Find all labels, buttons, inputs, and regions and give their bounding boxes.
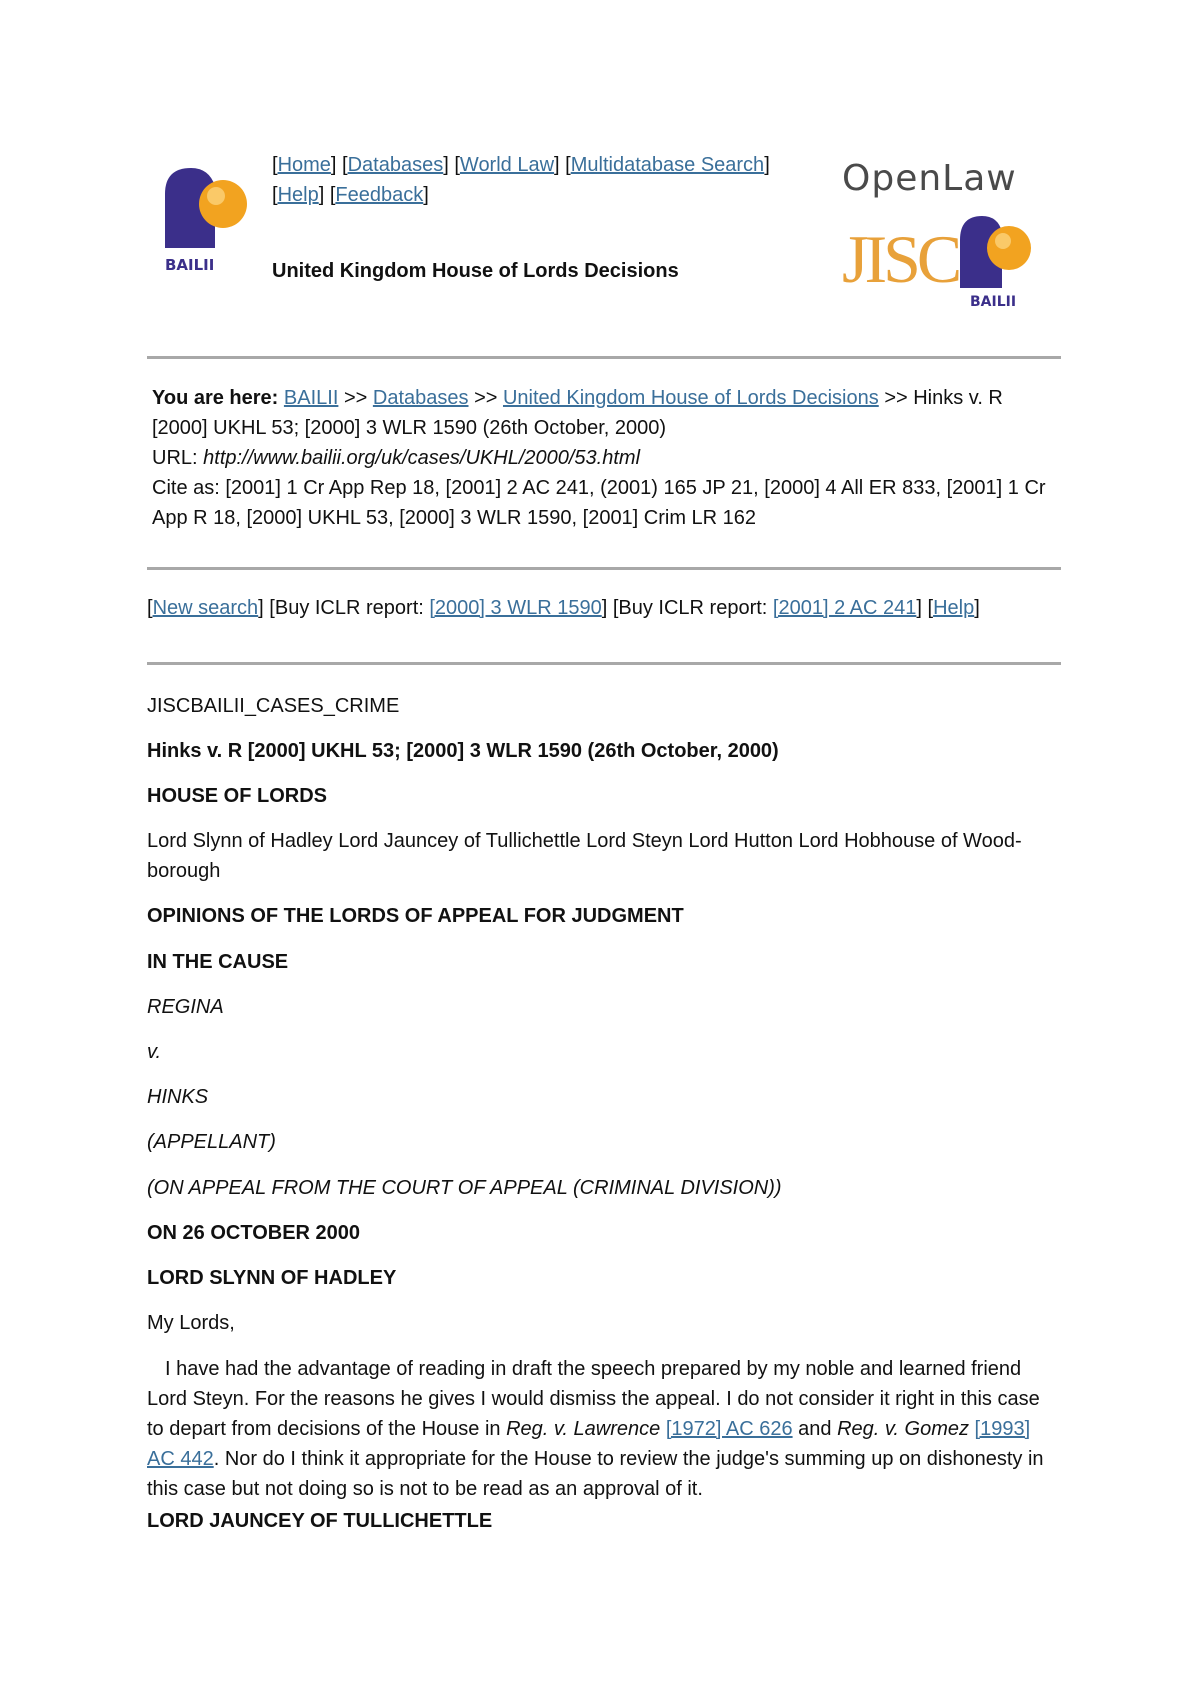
cite-label: Cite as: xyxy=(152,477,220,499)
jisc-logo-text: JISC xyxy=(842,221,959,297)
party-respondent: REGINA xyxy=(147,996,224,1018)
openlaw-logo[interactable]: OpenLaw xyxy=(842,158,1017,199)
in-the-cause-heading: IN THE CAUSE xyxy=(147,951,289,973)
breadcrumb-separator: >> xyxy=(474,387,498,409)
appeal-origin: (ON APPEAL FROM THE COURT OF APPEAL (CRIMINAL DIVISION)) xyxy=(147,1177,782,1199)
url-line xyxy=(152,443,1062,473)
cite-value: [2001] 1 Cr App Rep 18, [2001] 2 AC 241, (2001) 165 JP 21, [2000] 4 All ER 833, [2001] 1 Cr App R 18, [2000] UKHL 53, [2000] 3 WLR 1590, [2001] Crim LR 162 xyxy=(152,477,1046,529)
citation-link[interactable]: [1993] AC 442 xyxy=(147,1418,1031,1470)
bailii-logo-right-text: BAILII xyxy=(970,294,1017,310)
divider xyxy=(147,356,1061,359)
nav-help-link[interactable]: Help xyxy=(277,184,319,206)
action-links: [New search] [Buy ICLR report: [2000] 3 WLR 1590] [Buy ICLR report: [2001] 2 AC 241] [Help] xyxy=(147,597,980,619)
buy-iclr-report-wlr-link[interactable]: [2000] 3 WLR 1590 xyxy=(429,597,602,619)
site-header xyxy=(147,150,1057,320)
you-are-here-label: You are here: xyxy=(152,387,279,409)
cite-line xyxy=(152,473,1062,533)
breadcrumb-databases-link[interactable]: Databases xyxy=(372,387,469,409)
paragraph-text: . Nor do I think it appropriate for the House to review the judge's summing up on dishonesty in this case but not doing so is not to be read as an approval of it. xyxy=(147,1448,1044,1500)
help-link[interactable]: Help xyxy=(933,597,975,619)
opinion-paragraph xyxy=(147,1354,1061,1504)
buy-iclr-report-ac-link[interactable]: [2001] 2 AC 241 xyxy=(772,597,917,619)
versus: v. xyxy=(147,1041,162,1063)
nav-feedback-link[interactable]: Feedback xyxy=(335,184,424,206)
nav-home-link[interactable]: Home xyxy=(277,154,331,176)
breadcrumb-court-link[interactable]: United Kingdom House of Lords Decisions xyxy=(502,387,879,409)
citation-link[interactable]: [1972] AC 626 xyxy=(665,1418,793,1440)
court-name: HOUSE OF LORDS xyxy=(147,785,328,807)
bailii-logo-text: BAILII xyxy=(165,256,215,274)
case-name: Reg. v. Gomez xyxy=(837,1418,969,1440)
buy-iclr-label: Buy ICLR report: xyxy=(618,597,768,619)
bailii-logo[interactable] xyxy=(161,164,255,276)
buy-iclr-label: Buy ICLR report: xyxy=(274,597,424,619)
case-name: Reg. v. Lawrence xyxy=(506,1418,661,1440)
breadcrumb xyxy=(152,383,1062,443)
party-appellant-role: (APPELLANT) xyxy=(147,1131,276,1153)
jisc-bailii-logo[interactable] xyxy=(842,210,1057,310)
divider xyxy=(147,662,1061,665)
nav-databases-link[interactable]: Databases xyxy=(347,154,444,176)
breadcrumb-separator: >> xyxy=(884,387,908,409)
breadcrumb-bailii-link[interactable]: BAILII xyxy=(283,387,339,409)
new-search-link[interactable]: New search xyxy=(152,597,259,619)
case-title: Hinks v. R [2000] UKHL 53; [2000] 3 WLR 1590 (26th October, 2000) xyxy=(147,740,779,762)
paragraph-text: I have had the advantage of reading in draft the speech prepared by my noble and learned friend Lord Steyn. For the reasons he gives I would dismiss the appeal. I do not consider it right in this case to depart from decisions of the House in xyxy=(147,1358,1040,1440)
breadcrumb-separator: >> xyxy=(343,387,368,409)
nav-multidatabase-search-link[interactable]: Multidatabase Search xyxy=(570,154,765,176)
party-appellant: HINKS xyxy=(147,1086,209,1108)
court-heading: United Kingdom House of Lords Decisions xyxy=(272,260,679,282)
divider xyxy=(147,567,1061,570)
speaker-heading: LORD JAUNCEY OF TULLICHETTLE xyxy=(147,1510,493,1532)
salutation: My Lords, xyxy=(147,1312,235,1334)
url-value: http://www.bailii.org/uk/cases/UKHL/2000/53.html xyxy=(203,447,641,469)
speaker-heading: LORD SLYNN OF HADLEY xyxy=(147,1267,397,1289)
paragraph-text: and xyxy=(792,1418,838,1440)
top-nav: [Home] [Databases] [World Law] [Multidatabase Search] [Help] [Feedback] xyxy=(272,154,770,206)
nav-world-law-link[interactable]: World Law xyxy=(459,154,555,176)
collection-code: JISCBAILII_CASES_CRIME xyxy=(147,695,400,717)
breadcrumb-current: Hinks v. R [2000] UKHL 53; [2000] 3 WLR 1590 (26th October, 2000) xyxy=(152,387,1003,439)
url-label: URL: xyxy=(152,447,198,469)
judgment-date: ON 26 OCTOBER 2000 xyxy=(147,1222,361,1244)
judges-list: Lord Slynn of Hadley Lord Jauncey of Tullichettle Lord Steyn Lord Hutton Lord Hobhouse of Wood-borough xyxy=(147,830,1022,882)
opinions-heading: OPINIONS OF THE LORDS OF APPEAL FOR JUDGMENT xyxy=(147,905,684,927)
breadcrumb-block xyxy=(152,383,1062,533)
